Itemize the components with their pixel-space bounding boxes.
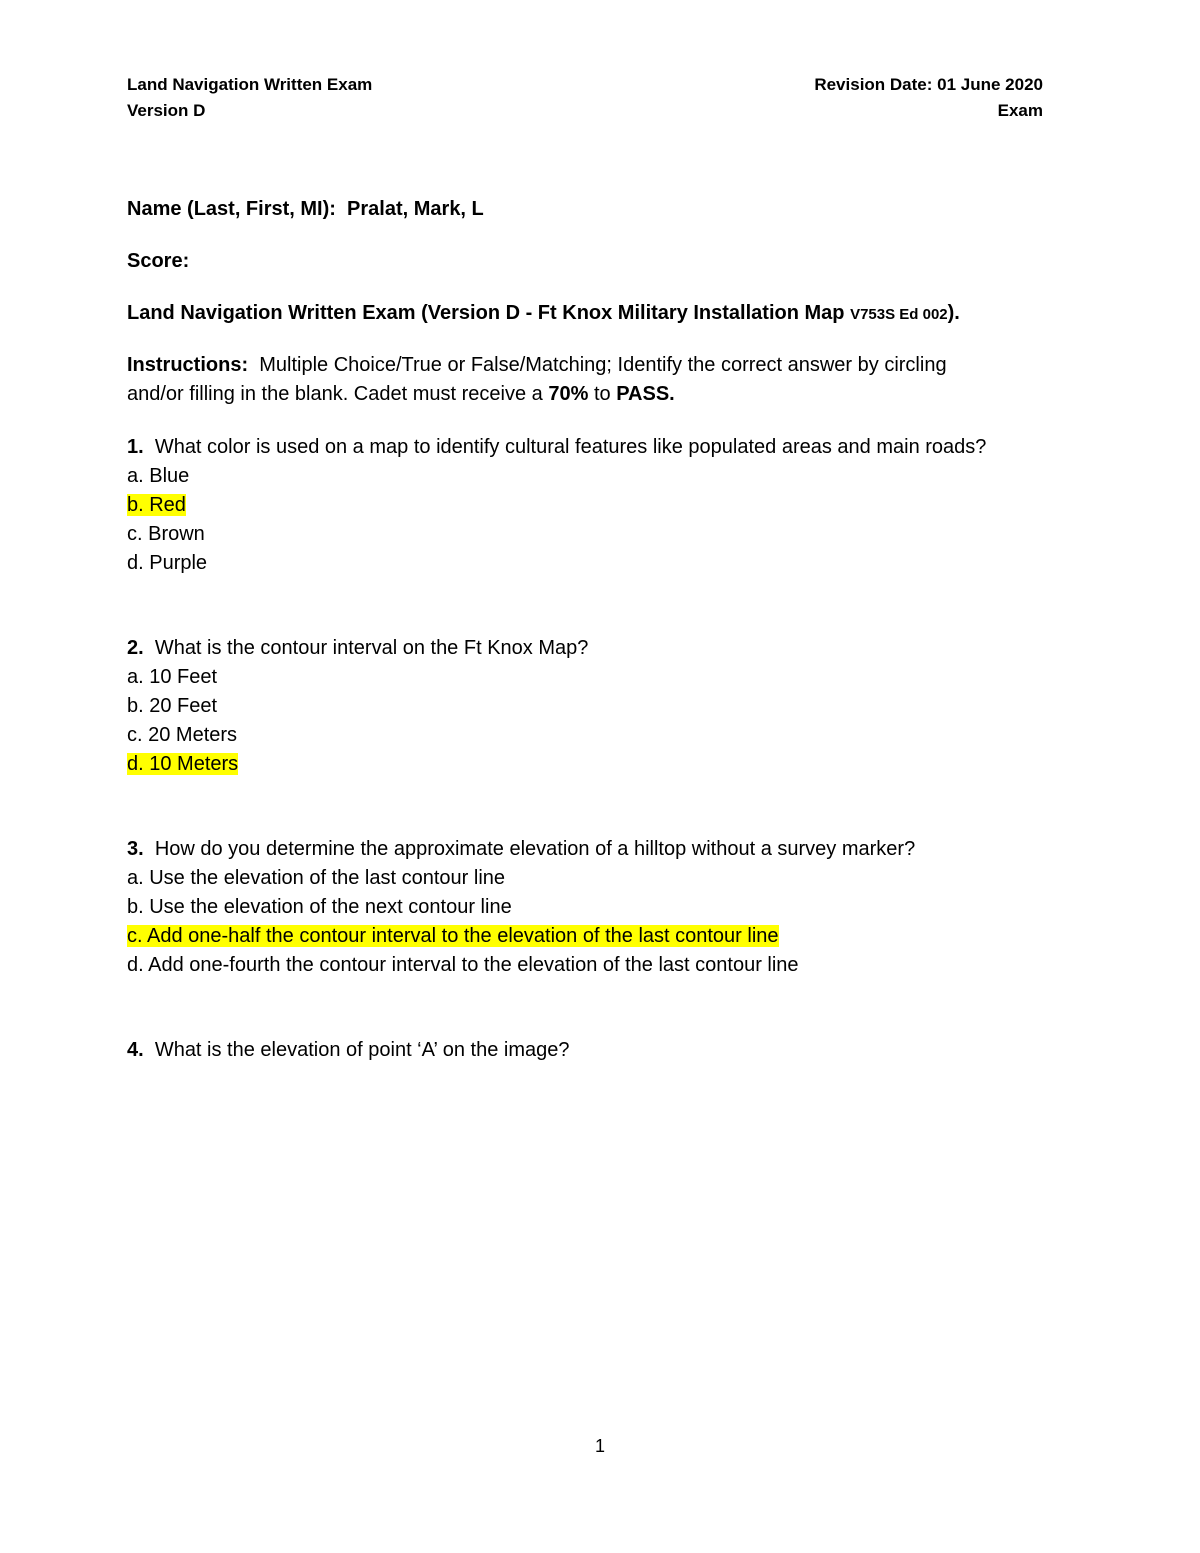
option-c[interactable]: c. 20 Meters (127, 724, 238, 746)
header-doc-type: Exam (997, 101, 1043, 120)
option-a[interactable]: a. Use the elevation of the last contour line (127, 867, 506, 889)
page-number: 1 (594, 1436, 605, 1456)
exam-title-end: ). (947, 302, 960, 324)
name-label: Name (Last, First, MI): (127, 198, 336, 220)
name-line (127, 195, 1077, 224)
exam-title (127, 299, 1077, 329)
question-number: 3. (127, 838, 144, 860)
question-text: What color is used on a map to identify cultural features like populated areas and main roads? (154, 436, 987, 458)
instructions-text-2: and/or filling in the blank. Cadet must receive a (127, 383, 543, 405)
instructions-pass: PASS. (616, 383, 675, 405)
option-d[interactable]: d. Purple (127, 552, 208, 574)
header-version: Version D (127, 101, 206, 120)
header-title: Land Navigation Written Exam (127, 75, 373, 94)
exam-title-main: Land Navigation Written Exam (Version D - Ft Knox Military Installation Map (127, 302, 845, 324)
question-3 (127, 835, 1077, 980)
question-number: 1. (127, 436, 144, 458)
option-c[interactable]: c. Brown (127, 523, 205, 545)
header-revision-date: Revision Date: 01 June 2020 (814, 75, 1043, 94)
option-c-correct[interactable]: c. Add one-half the contour interval to the elevation of the last contour line (127, 925, 779, 947)
option-b[interactable]: b. Use the elevation of the next contour line (127, 896, 512, 918)
question-text: How do you determine the approximate elevation of a hilltop without a survey marker? (154, 838, 916, 860)
question-4 (127, 1036, 1077, 1065)
instructions-to: to (593, 383, 611, 405)
option-a[interactable]: a. Blue (127, 465, 190, 487)
option-a[interactable]: a. 10 Feet (127, 666, 218, 688)
option-d-correct[interactable]: d. 10 Meters (127, 753, 239, 775)
instructions (127, 351, 1077, 409)
name-value: Pralat, Mark, L (347, 198, 484, 220)
instructions-label: Instructions: (127, 354, 249, 376)
option-d[interactable]: d. Add one-fourth the contour interval to the elevation of the last contour line (127, 954, 799, 976)
question-1 (127, 433, 1077, 578)
question-number: 2. (127, 637, 144, 659)
exam-title-map-code: V753S Ed 002 (850, 306, 948, 323)
option-b-correct[interactable]: b. Red (127, 494, 186, 516)
option-b[interactable]: b. 20 Feet (127, 695, 218, 717)
instructions-text-1: Multiple Choice/True or False/Matching; Identify the correct answer by circling (259, 354, 947, 376)
question-2 (127, 634, 1077, 779)
question-text: What is the elevation of point ‘A’ on the image? (154, 1039, 570, 1061)
score-label: Score: (127, 250, 190, 272)
instructions-percent: 70% (548, 383, 589, 405)
question-number: 4. (127, 1039, 144, 1061)
question-text: What is the contour interval on the Ft Knox Map? (154, 637, 589, 659)
